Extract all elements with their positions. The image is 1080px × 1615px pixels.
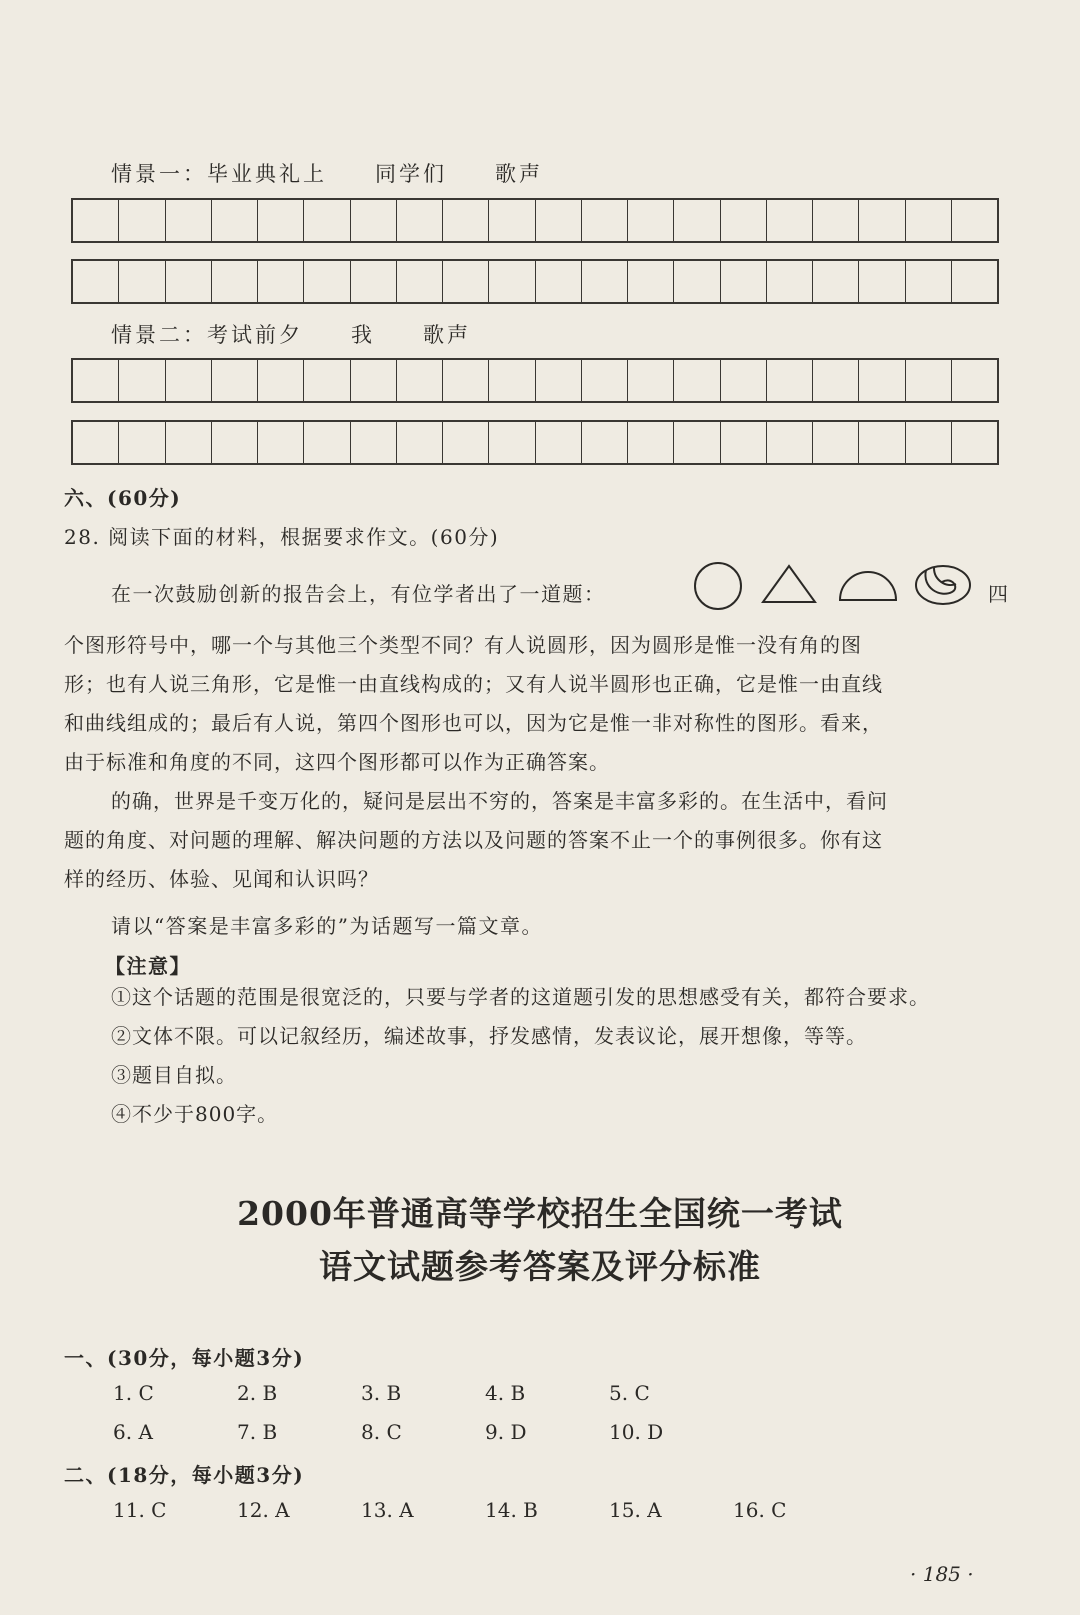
grid-cell[interactable] <box>859 200 905 241</box>
grid-cell[interactable] <box>952 422 997 463</box>
grid-cell[interactable] <box>674 200 720 241</box>
grid-cell[interactable] <box>73 200 119 241</box>
grid-cell[interactable] <box>212 422 258 463</box>
grid-cell[interactable] <box>906 261 952 302</box>
grid-cell[interactable] <box>813 200 859 241</box>
answers-row <box>113 1381 733 1405</box>
writing-grid-row[interactable] <box>71 420 999 465</box>
answer-item: 11. C <box>113 1498 167 1522</box>
grid-cell[interactable] <box>536 360 582 401</box>
grid-cell[interactable] <box>859 360 905 401</box>
grid-cell[interactable] <box>443 360 489 401</box>
grid-cell[interactable] <box>351 422 397 463</box>
material-paragraph-3: 请以“答案是丰富多彩的”为话题写一篇文章。 <box>111 914 543 938</box>
grid-cell[interactable] <box>212 261 258 302</box>
note-item: ②文体不限。可以记叙经历，编述故事，抒发感情，发表议论，展开想像，等等。 <box>111 1024 867 1048</box>
grid-cell[interactable] <box>397 422 443 463</box>
note-item: ③题目自拟。 <box>111 1063 237 1087</box>
grid-cell[interactable] <box>351 261 397 302</box>
grid-cell[interactable] <box>489 360 535 401</box>
answer-item: 5. C <box>609 1381 650 1405</box>
grid-cell[interactable] <box>536 422 582 463</box>
answer-item: 13. A <box>361 1498 414 1522</box>
answer-item: 4. B <box>485 1381 526 1405</box>
grid-cell[interactable] <box>721 200 767 241</box>
grid-cell[interactable] <box>119 422 165 463</box>
triangle-shape <box>763 566 815 602</box>
text-line: 形；也有人说三角形，它是惟一由直线构成的；又有人说半圆形也正确，它是惟一由直线 <box>64 672 883 696</box>
grid-cell[interactable] <box>73 422 119 463</box>
grid-cell[interactable] <box>73 261 119 302</box>
answer-item: 12. A <box>237 1498 290 1522</box>
text-line: 由于标准和角度的不同，这四个图形都可以作为正确答案。 <box>64 750 610 774</box>
grid-cell[interactable] <box>859 422 905 463</box>
answer-item: 1. C <box>113 1381 154 1405</box>
grid-cell[interactable] <box>166 261 212 302</box>
scene-1-part: 歌声 <box>495 162 543 186</box>
grid-cell[interactable] <box>212 200 258 241</box>
grid-cell[interactable] <box>258 422 304 463</box>
grid-cell[interactable] <box>397 360 443 401</box>
note-item: ①这个话题的范围是很宽泛的，只要与学者的这道题引发的思想感受有关，都符合要求。 <box>111 985 930 1009</box>
answer-item: 2. B <box>237 1381 278 1405</box>
answer-item: 7. B <box>237 1420 278 1444</box>
grid-cell[interactable] <box>304 261 350 302</box>
grid-cell[interactable] <box>813 261 859 302</box>
grid-cell[interactable] <box>304 422 350 463</box>
text-line: 样的经历、体验、见闻和认识吗？ <box>64 867 379 891</box>
answer-item: 6. A <box>113 1420 153 1444</box>
grid-cell[interactable] <box>397 261 443 302</box>
answers-section-1-heading: 一、(30分，每小题3分) <box>64 1346 305 1370</box>
answer-item: 16. C <box>733 1498 787 1522</box>
circle-shape <box>695 563 741 609</box>
grid-cell[interactable] <box>582 422 628 463</box>
grid-cell[interactable] <box>397 200 443 241</box>
grid-cell[interactable] <box>628 200 674 241</box>
page-number: · 185 · <box>910 1562 974 1586</box>
grid-cell[interactable] <box>443 200 489 241</box>
grid-cell[interactable] <box>443 422 489 463</box>
grid-cell[interactable] <box>906 200 952 241</box>
grid-cell[interactable] <box>721 261 767 302</box>
grid-cell[interactable] <box>952 261 997 302</box>
grid-cell[interactable] <box>119 360 165 401</box>
grid-cell[interactable] <box>582 261 628 302</box>
answer-item: 3. B <box>361 1381 402 1405</box>
asymmetric-shape <box>916 566 970 604</box>
grid-cell[interactable] <box>489 261 535 302</box>
answer-item: 14. B <box>485 1498 538 1522</box>
answer-key-title-line-2: 语文试题参考答案及评分标准 <box>319 1247 761 1286</box>
scene-2-part: 歌声 <box>423 323 471 347</box>
grid-cell[interactable] <box>952 200 997 241</box>
text-line: 的确，世界是千变万化的，疑问是层出不穷的，答案是丰富多彩的。在生活中，看问 <box>111 789 888 813</box>
grid-cell[interactable] <box>767 261 813 302</box>
grid-cell[interactable] <box>906 360 952 401</box>
grid-cell[interactable] <box>166 200 212 241</box>
grid-cell[interactable] <box>351 200 397 241</box>
answer-item: 8. C <box>361 1420 402 1444</box>
answers-row <box>113 1420 733 1444</box>
grid-cell[interactable] <box>212 360 258 401</box>
grid-cell[interactable] <box>536 200 582 241</box>
grid-cell[interactable] <box>906 422 952 463</box>
material-paragraph-2 <box>64 782 888 899</box>
answer-item: 10. D <box>609 1420 664 1444</box>
grid-cell[interactable] <box>767 360 813 401</box>
grid-cell[interactable] <box>813 422 859 463</box>
grid-cell[interactable] <box>952 360 997 401</box>
answer-item: 15. A <box>609 1498 662 1522</box>
shape-figures <box>690 558 980 614</box>
scene-2-part: 情景二：考试前夕 <box>111 323 303 347</box>
notes-list <box>111 978 930 1134</box>
material-paragraph-1 <box>64 626 883 782</box>
grid-cell[interactable] <box>304 200 350 241</box>
grid-cell[interactable] <box>721 360 767 401</box>
grid-cell[interactable] <box>859 261 905 302</box>
grid-cell[interactable] <box>582 200 628 241</box>
answer-key-title-line-1: 2000年普通高等学校招生全国统一考试 <box>237 1194 843 1233</box>
grid-cell[interactable] <box>767 200 813 241</box>
grid-cell[interactable] <box>813 360 859 401</box>
scene-2-label <box>111 319 471 349</box>
grid-cell[interactable] <box>258 200 304 241</box>
question-28: 28. 阅读下面的材料，根据要求作文。(60分) <box>64 525 500 549</box>
grid-cell[interactable] <box>258 261 304 302</box>
writing-grid-row[interactable] <box>71 358 999 403</box>
grid-cell[interactable] <box>489 422 535 463</box>
text-line: 和曲线组成的；最后有人说，第四个图形也可以，因为它是惟一非对称性的图形。看来， <box>64 711 883 735</box>
grid-cell[interactable] <box>536 261 582 302</box>
semicircle-shape <box>840 572 896 600</box>
grid-cell[interactable] <box>258 360 304 401</box>
grid-cell[interactable] <box>119 261 165 302</box>
text-line: 题的角度、对问题的理解、解决问题的方法以及问题的答案不止一个的事例很多。你有这 <box>64 828 883 852</box>
material-line-1-suffix: 四 <box>988 582 1010 606</box>
answer-item: 9. D <box>485 1420 527 1444</box>
writing-grid-row[interactable] <box>71 259 999 304</box>
scene-2-part: 我 <box>351 323 375 347</box>
grid-cell[interactable] <box>119 200 165 241</box>
grid-cell[interactable] <box>582 360 628 401</box>
grid-cell[interactable] <box>443 261 489 302</box>
grid-cell[interactable] <box>628 261 674 302</box>
grid-cell[interactable] <box>767 422 813 463</box>
note-item: ④不少于800字。 <box>111 1102 279 1126</box>
grid-cell[interactable] <box>304 360 350 401</box>
grid-cell[interactable] <box>628 360 674 401</box>
grid-cell[interactable] <box>674 261 720 302</box>
writing-grid-row[interactable] <box>71 198 999 243</box>
grid-cell[interactable] <box>721 422 767 463</box>
answers-section-2-heading: 二、(18分，每小题3分) <box>64 1463 305 1487</box>
section-6-heading: 六、(60分) <box>64 486 182 510</box>
text-line: 个图形符号中，哪一个与其他三个类型不同？有人说圆形，因为圆形是惟一没有角的图 <box>64 633 862 657</box>
scene-1-part: 情景一：毕业典礼上 <box>111 162 327 186</box>
grid-cell[interactable] <box>674 422 720 463</box>
grid-cell[interactable] <box>73 360 119 401</box>
material-line-1: 在一次鼓励创新的报告会上，有位学者出了一道题： <box>111 582 606 606</box>
notes-heading: 【注意】 <box>105 954 191 978</box>
grid-cell[interactable] <box>489 200 535 241</box>
grid-cell[interactable] <box>166 422 212 463</box>
grid-cell[interactable] <box>674 360 720 401</box>
grid-cell[interactable] <box>166 360 212 401</box>
grid-cell[interactable] <box>628 422 674 463</box>
scene-1-label <box>111 158 543 188</box>
grid-cell[interactable] <box>351 360 397 401</box>
answers-row <box>113 1498 857 1522</box>
scene-1-part: 同学们 <box>375 162 447 186</box>
